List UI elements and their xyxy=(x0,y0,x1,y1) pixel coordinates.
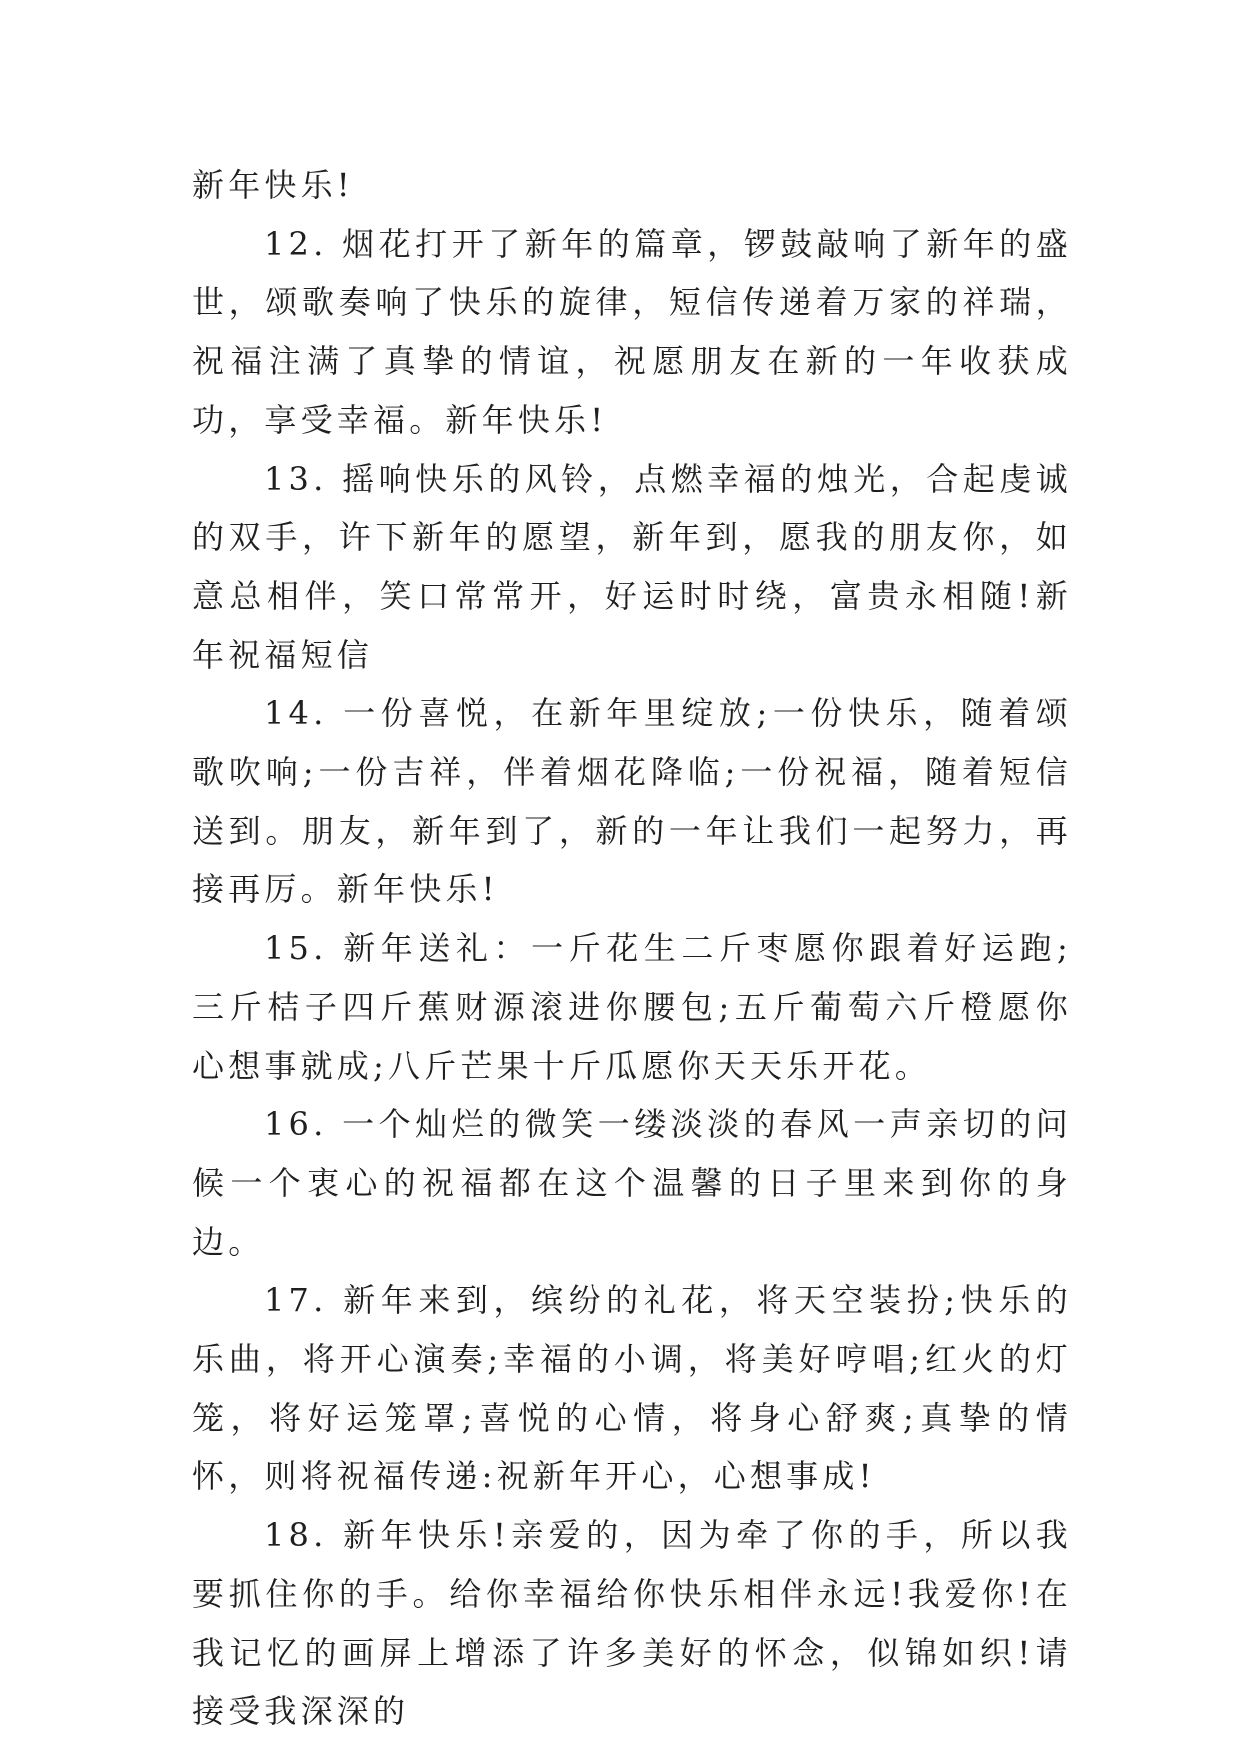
paragraph: 17. 新年来到，缤纷的礼花，将天空装扮;快乐的乐曲，将开心演奏;幸福的小调，将美好哼唱;红火的灯笼，将好运笼罩;喜悦的心情，将身心舒爽;真挚的情怀，则将祝福传递:祝新年开心，心想事成! xyxy=(192,1281,1072,1496)
document-body xyxy=(192,156,1072,1741)
paragraph: 16. 一个灿烂的微笑一缕淡淡的春风一声亲切的问候一个衷心的祝福都在这个温馨的日子里来到你的身边。 xyxy=(192,1105,1072,1261)
paragraph: 14. 一份喜悦，在新年里绽放;一份快乐，随着颂歌吹响;一份吉祥，伴着烟花降临;一份祝福，随着短信送到。朋友，新年到了，新的一年让我们一起努力，再接再厉。新年快乐! xyxy=(192,694,1072,909)
paragraph: 15. 新年送礼：一斤花生二斤枣愿你跟着好运跑;三斤桔子四斤蕉财源滚进你腰包;五斤葡萄六斤橙愿你心想事就成;八斤芒果十斤瓜愿你天天乐开花。 xyxy=(192,929,1072,1085)
paragraph: 18. 新年快乐!亲爱的，因为牵了你的手，所以我要抓住你的手。给你幸福给你快乐相伴永远!我爱你!在我记忆的画屏上增添了许多美好的怀念，似锦如织!请接受我深深的 xyxy=(192,1516,1072,1731)
paragraph: 新年快乐! xyxy=(192,166,354,204)
paragraph: 12. 烟花打开了新年的篇章，锣鼓敲响了新年的盛世，颂歌奏响了快乐的旋律，短信传递着万家的祥瑞，祝福注满了真挚的情谊，祝愿朋友在新的一年收获成功，享受幸福。新年快乐! xyxy=(192,224,1072,439)
paragraph: 13. 摇响快乐的风铃，点燃幸福的烛光，合起虔诚的双手，许下新年的愿望，新年到，愿我的朋友你，如意总相伴，笑口常常开，好运时时绕，富贵永相随!新年祝福短信 xyxy=(192,459,1072,674)
